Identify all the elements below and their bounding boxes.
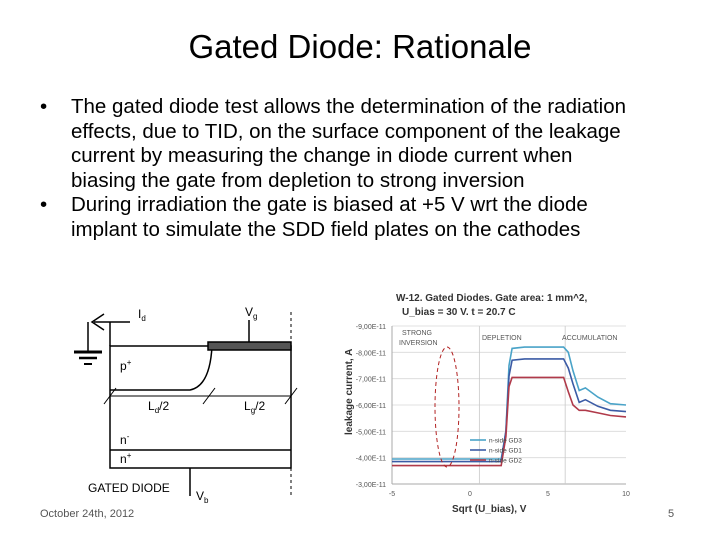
- chart-ticks: [356, 324, 630, 498]
- chart-region-lines: [479, 326, 565, 484]
- y-tick-label: -8,00E-11: [355, 350, 386, 358]
- p-plus-region: [110, 346, 212, 390]
- series-line: [392, 359, 626, 462]
- chart-legend: [470, 438, 522, 465]
- slide-title: Gated Diode: Rationale: [188, 28, 532, 65]
- y-tick-label: -9,00E-11: [355, 324, 386, 331]
- chart-series: [392, 347, 626, 466]
- vg-label: $V_g$: [245, 305, 258, 321]
- x-tick-label: 0: [468, 491, 472, 498]
- y-tick-label: -7,00E-11: [355, 376, 386, 384]
- region-label-strong-2: INVERSION: [399, 340, 438, 347]
- p-plus-label: p+: [120, 358, 132, 373]
- x-tick-label: 5: [546, 491, 550, 498]
- dim-tick-mid: [203, 388, 215, 404]
- chart-title-line-2: U_bias = 30 V. t = 20.7 C: [402, 307, 516, 318]
- inversion-highlight: [435, 347, 459, 467]
- legend-label: n-side GD1: [489, 447, 522, 455]
- id-arrow-head: [92, 314, 104, 330]
- legend-label: n-side GD3: [489, 437, 522, 445]
- bullet-line: effects, due to TID, on the surface component of the leakage: [71, 119, 621, 143]
- dim-tick-right: [285, 388, 297, 404]
- bullet-line: biasing the gate from depletion to strong inversion: [71, 168, 525, 192]
- bullet-list: [40, 95, 690, 242]
- bullet-line: current by measuring the change in diode current when: [71, 144, 573, 167]
- dim-tick-left: [104, 388, 116, 404]
- id-label: $I_d$: [138, 307, 146, 323]
- bullet-item: [40, 95, 690, 193]
- n-plus-label: n+: [120, 451, 132, 466]
- vb-label: $V_b$: [196, 489, 209, 505]
- series-line: [392, 377, 626, 465]
- y-tick-label: -3,00E-11: [355, 482, 386, 489]
- bullet-marker: •: [40, 193, 48, 216]
- chart-title-line-1: W-12. Gated Diodes. Gate area: 1 mm^2,: [396, 293, 588, 304]
- bullet-line: implant to simulate the SDD field plates on the cathodes: [71, 217, 581, 241]
- bullet-item: [40, 193, 690, 242]
- device-body: [110, 346, 291, 468]
- footer-date: October 24th, 2012: [40, 508, 135, 520]
- n-minus-label: n-: [120, 432, 130, 447]
- bullet-line: The gated diode test allows the determination of the radiation: [71, 95, 626, 118]
- diagram-caption: GATED DIODE: [88, 481, 170, 495]
- region-label-accumulation: ACCUMULATION: [562, 335, 618, 342]
- chart-grid: [392, 326, 626, 484]
- region-label-strong-1: STRONG: [402, 330, 432, 337]
- bullet-line: During irradiation the gate is biased at +5 V wrt the diode: [71, 193, 588, 216]
- series-line: [392, 347, 626, 459]
- y-tick-label: -5,00E-11: [355, 429, 386, 437]
- y-tick-label: -6,00E-11: [355, 403, 386, 410]
- x-tick-label: 10: [622, 491, 630, 498]
- region-label-depletion: DEPLETION: [482, 335, 522, 342]
- gate-electrode: [208, 342, 291, 350]
- chart-ylabel: leakage current, A: [344, 348, 355, 435]
- bullet-marker: •: [40, 95, 48, 118]
- lg-label: $L_g/2$: [244, 399, 266, 415]
- page-number: 5: [668, 508, 675, 520]
- legend-label: n-side GD2: [489, 457, 522, 465]
- x-tick-label: -5: [388, 491, 396, 498]
- ld-label: $L_d/2$: [148, 399, 170, 415]
- y-tick-label: -4,00E-11: [355, 455, 386, 463]
- chart-xlabel: Sqrt (U_bias), V: [452, 504, 527, 515]
